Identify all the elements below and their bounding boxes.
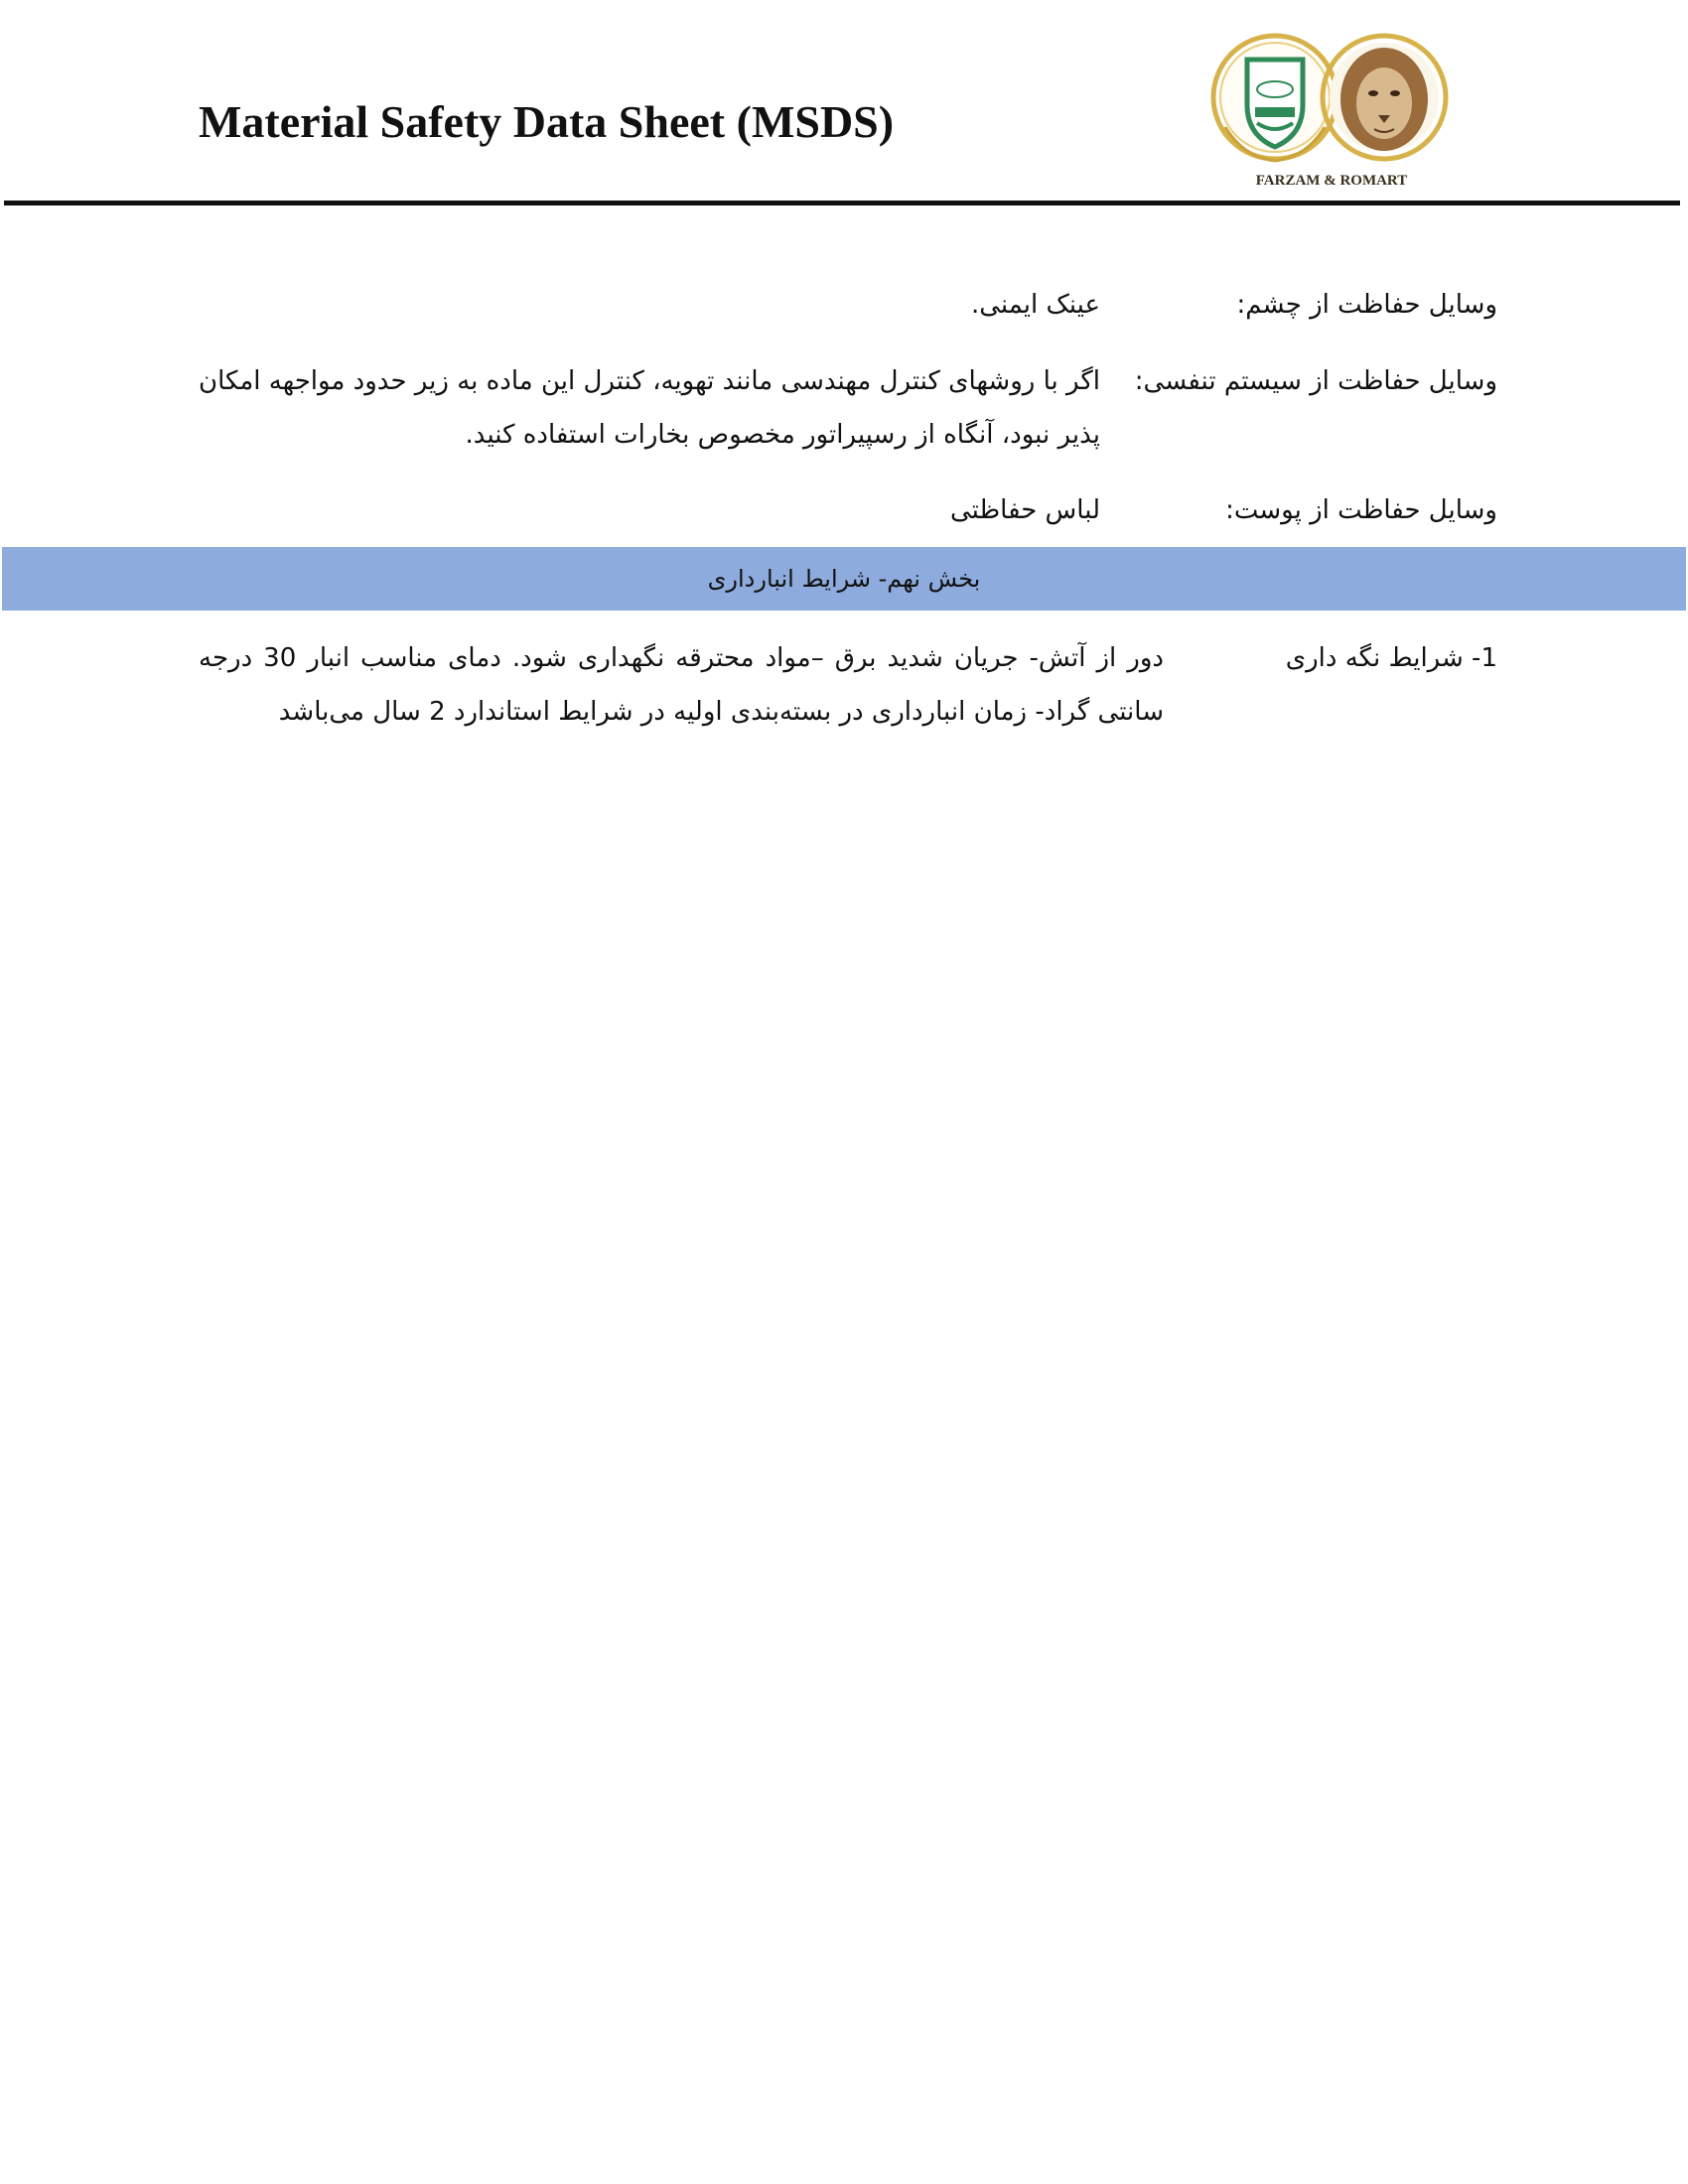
eye-protection-value: عینک ایمنی. <box>970 290 1100 320</box>
skin-protection-value: لباس حفاظتی <box>949 495 1100 525</box>
header-divider <box>4 201 1680 205</box>
logo-emblem <box>1203 18 1460 177</box>
respiratory-protection-value: اگر با روشهای کنترل مهندسی مانند تهویه، کنترل این ماده به زیر حدود مواجهه امکان پذیر نبود، آنگاه از رسپیراتور مخصوص بخارات استفاده کنید. <box>199 366 1100 450</box>
respiratory-protection-label: وسایل حفاظت از سیستم تنفسی: <box>1134 366 1497 396</box>
storage-conditions-value: دور از آتش- جریان شدید برق –مواد محترقه نگهداری شود. دمای مناسب انبار 30 درجه سانتی گراد- زمان انبارداری در بسته‌بندی اولیه در شرایط استاندارد 2 سال می‌باشد <box>199 643 1164 727</box>
logo-caption: FARZAM & ROMART <box>1255 173 1408 189</box>
skin-protection-label: وسایل حفاظت از پوست: <box>1225 495 1497 525</box>
eye-protection-label: وسایل حفاظت از چشم: <box>1236 290 1497 320</box>
company-logo <box>1203 18 1460 195</box>
storage-conditions-label: 1- شرایط نگه داری <box>1285 643 1497 673</box>
section-header-band <box>2 547 1686 611</box>
section-title: بخش نهم- شرایط انبارداری <box>707 565 981 593</box>
document-title: Material Safety Data Sheet (MSDS) <box>199 96 895 147</box>
